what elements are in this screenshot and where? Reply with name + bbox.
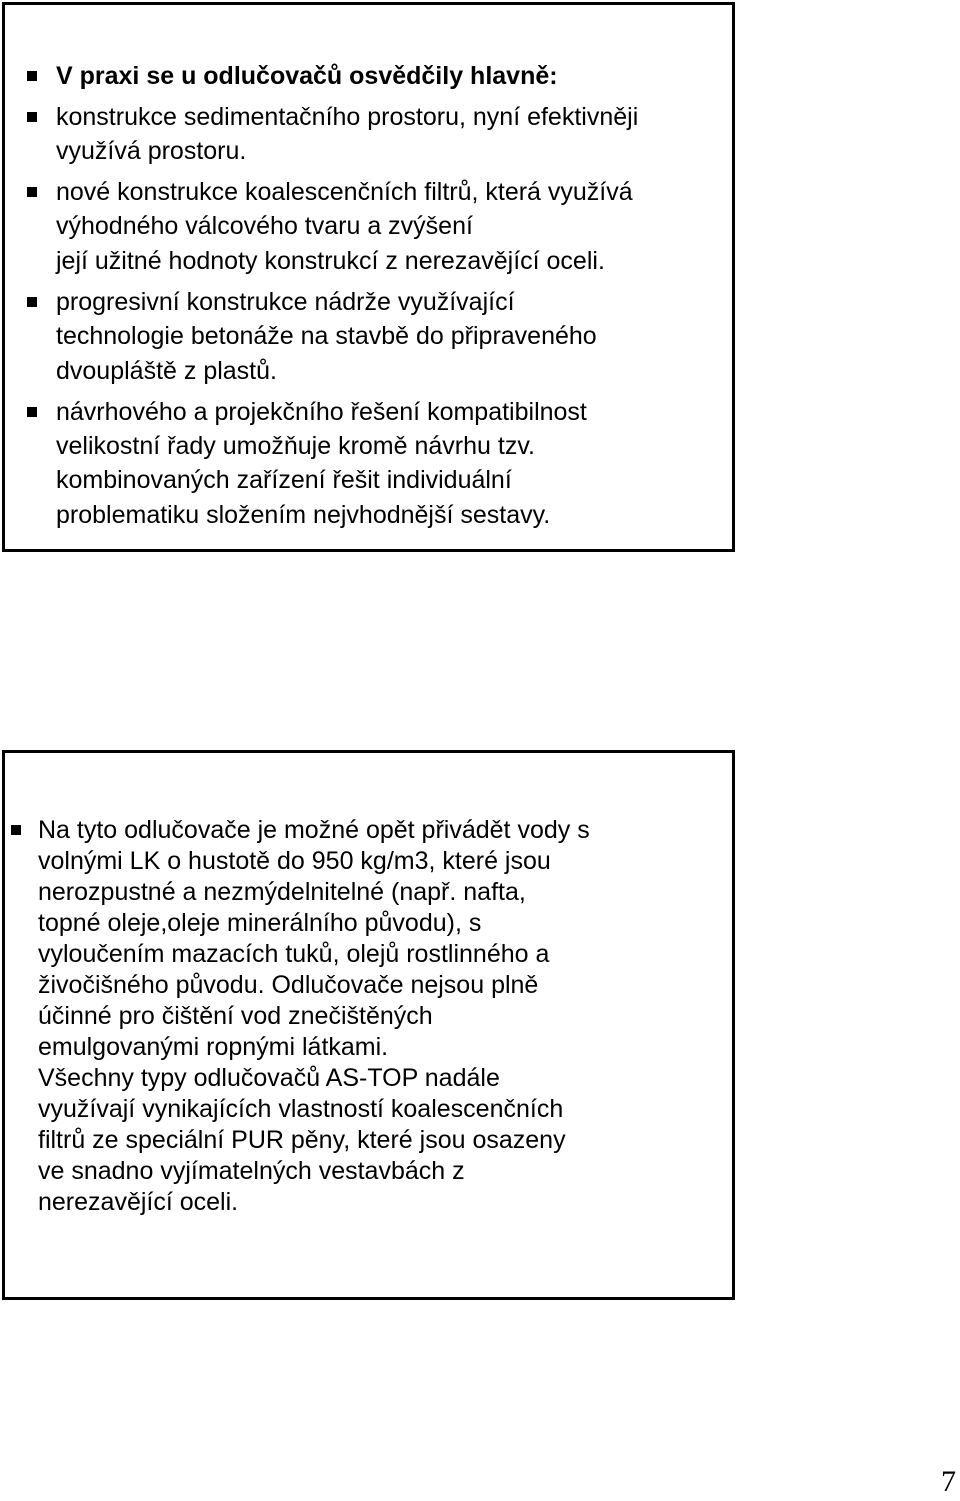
paragraph-line: nerozpustné a nezmýdelnitelné (např. nafta, (38, 878, 526, 906)
bullet-1-line: konstrukce sedimentačního prostoru, nyní efektivněji (56, 103, 639, 131)
slide-1 (2, 2, 735, 552)
slide-1-heading: V praxi se u odlučovačů osvědčily hlavně: (56, 62, 558, 90)
bullet-2-line: její užitné hodnoty konstrukcí z nerezavějící oceli. (56, 247, 605, 275)
paragraph-line: účinné pro čištění vod znečištěných (38, 1002, 433, 1030)
paragraph-line: Všechny typy odlučovačů AS-TOP nadále (38, 1064, 500, 1092)
paragraph-line: živočišného původu. Odlučovače nejsou plně (38, 971, 539, 999)
bullet-4-line: kombinovaných zařízení řešit individuální (56, 466, 512, 494)
slide-2 (2, 750, 735, 1300)
bullet-4-line: velikostní řady umožňuje kromě návrhu tzv. (56, 432, 535, 460)
bullet-3-line: progresivní konstrukce nádrže využívající (56, 288, 515, 316)
page-number: 7 (941, 1465, 956, 1498)
bullet-marker-icon (11, 825, 21, 835)
paragraph-line: nerezavějící oceli. (38, 1188, 239, 1216)
paragraph-line: emulgovanými ropnými látkami. (38, 1033, 389, 1061)
bullet-marker-icon (27, 71, 37, 81)
paragraph-line: topné oleje,oleje minerálního původu), s (38, 909, 482, 937)
paragraph-line: Na tyto odlučovače je možné opět přivádět vody s (38, 816, 590, 844)
bullet-4-line: návrhového a projekčního řešení kompatibilnost (56, 398, 587, 426)
bullet-1-line: využívá prostoru. (56, 137, 247, 165)
paragraph-line: ve snadno vyjímatelných vestavbách z (38, 1157, 465, 1185)
bullet-marker-icon (27, 297, 37, 307)
paragraph-line: volnými LK o hustotě do 950 kg/m3, které jsou (38, 847, 551, 875)
paragraph-line: využívají vynikajících vlastností koalescenčních (38, 1095, 564, 1123)
bullet-marker-icon (27, 187, 37, 197)
paragraph-line: vyloučením mazacích tuků, olejů rostlinného a (38, 940, 550, 968)
bullet-3-line: dvoupláště z plastů. (56, 357, 277, 385)
bullet-3-line: technologie betonáže na stavbě do připraveného (56, 322, 597, 350)
bullet-2-line: nové konstrukce koalescenčních filtrů, která využívá (56, 178, 633, 206)
bullet-marker-icon (27, 112, 37, 122)
paragraph-line: filtrů ze speciální PUR pěny, které jsou osazeny (38, 1126, 566, 1154)
bullet-4-line: problematiku složením nejvhodnější sestavy. (56, 501, 551, 529)
bullet-2-line: výhodného válcového tvaru a zvýšení (56, 212, 473, 240)
bullet-marker-icon (27, 407, 37, 417)
